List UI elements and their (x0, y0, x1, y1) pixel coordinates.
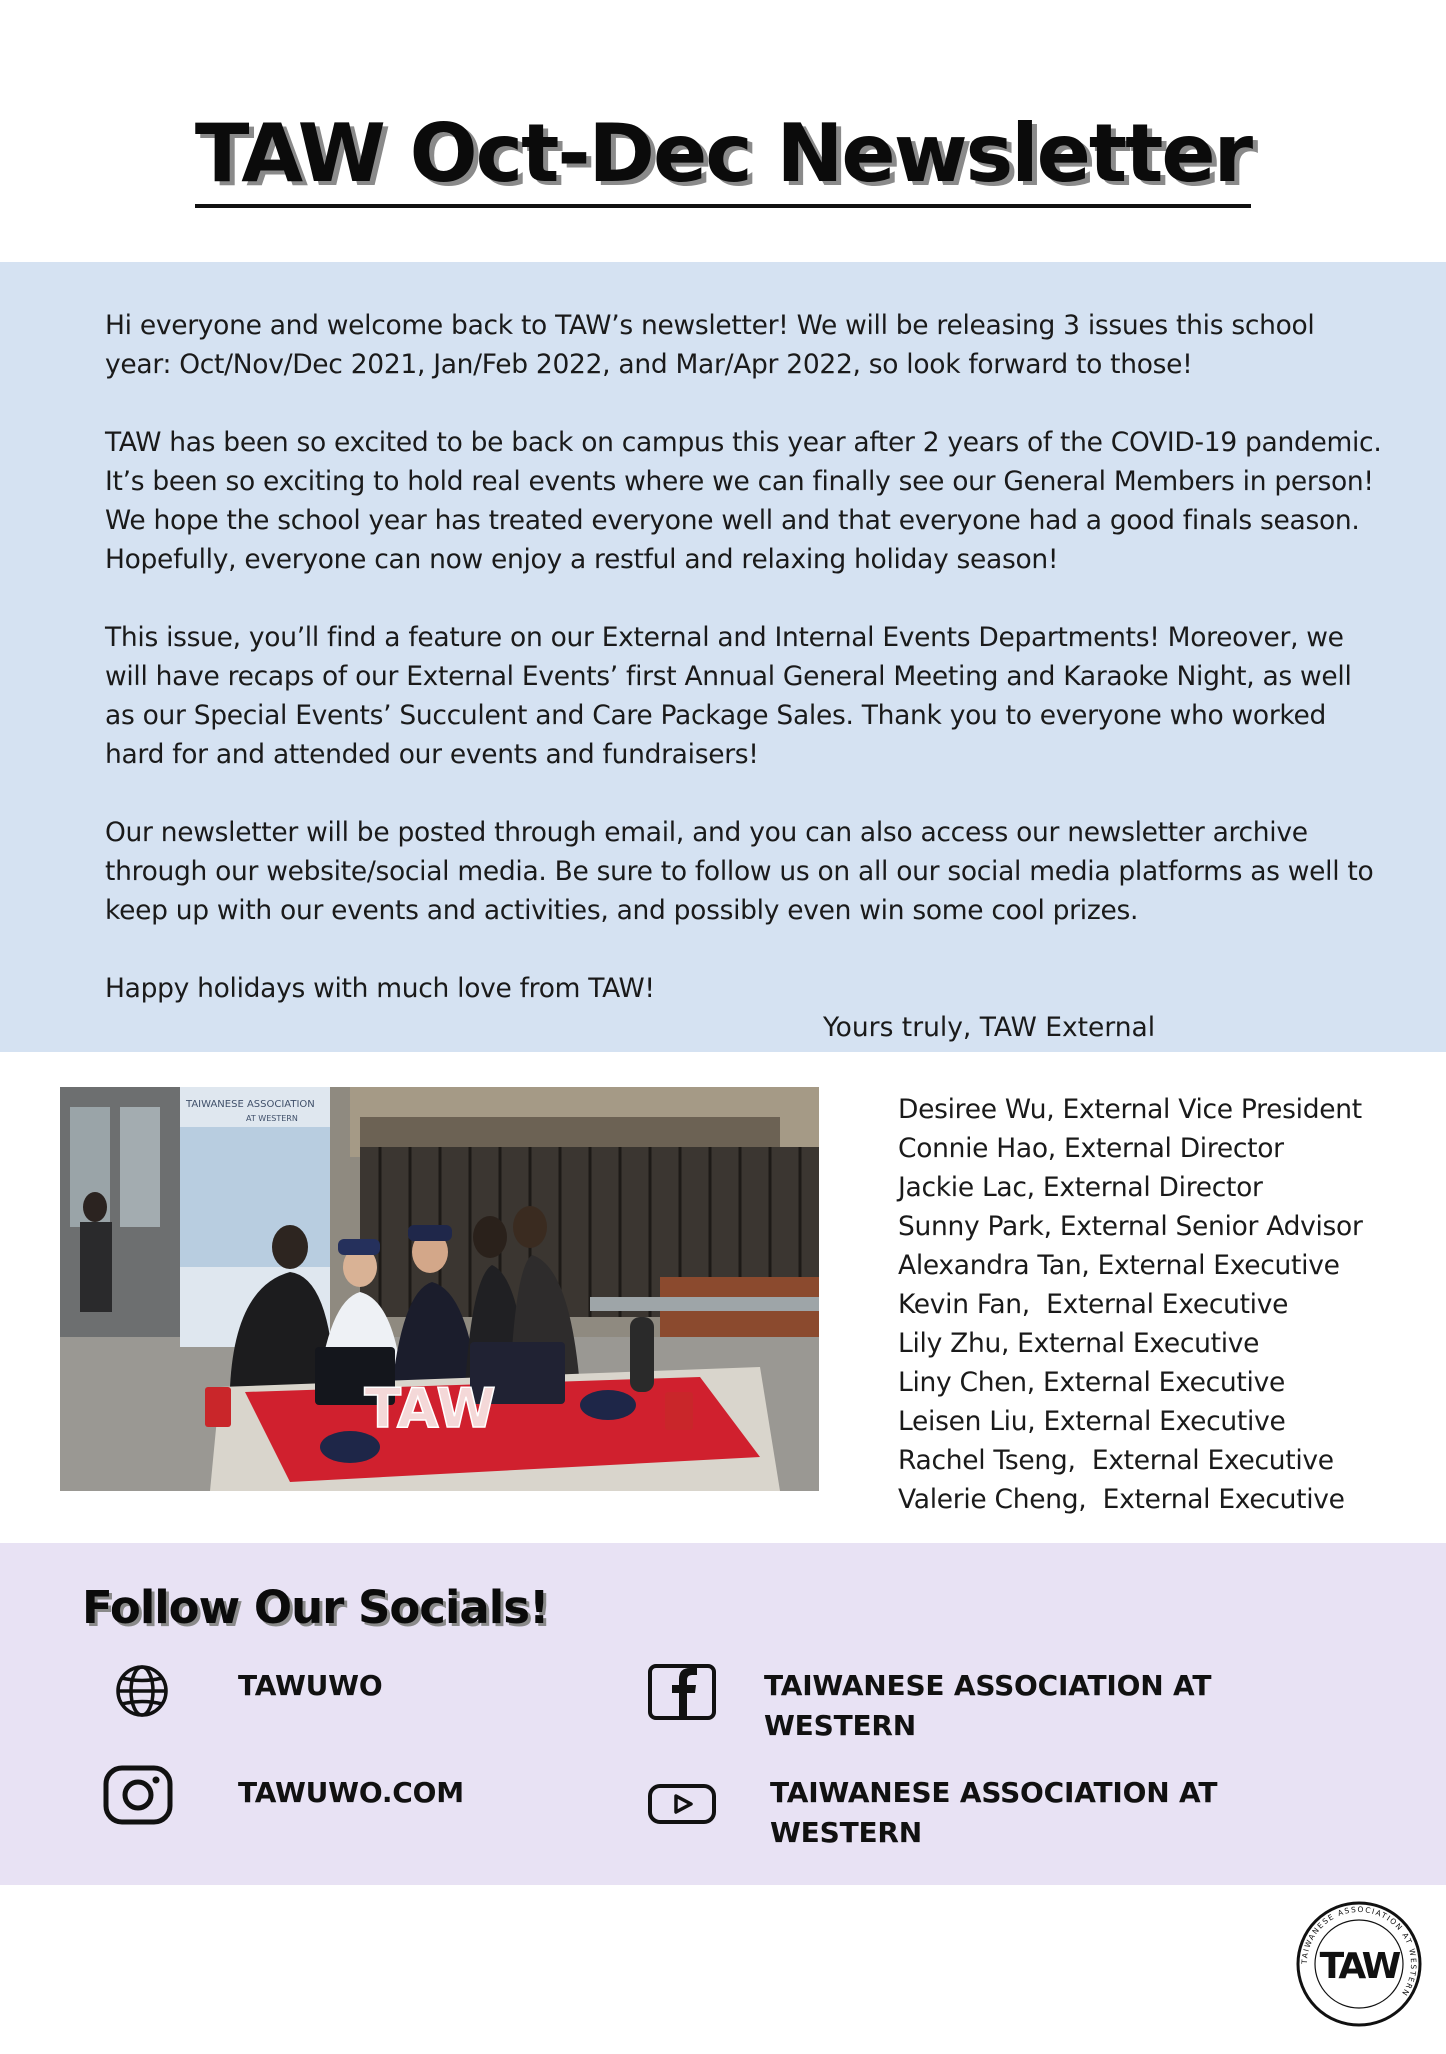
banner-text: TAIWANESE ASSOCIATION (186, 1099, 315, 1110)
roster-item: Connie Hao, External Director (898, 1133, 1284, 1164)
intro-paragraph: Hi everyone and welcome back to TAW’s newsletter! We will be releasing 3 issues this school year: Oct/Nov/Dec 2021, Jan/Feb 2022, and Mar/Apr 2022, so look forward to those! (105, 310, 1315, 380)
facebook-handle[interactable]: TAIWANESE ASSOCIATION AT WESTERN (764, 1669, 1212, 1742)
roster-item: Rachel Tseng, External Executive (898, 1445, 1334, 1476)
logo-ring-text: TAIWANESE ASSOCIATION AT WESTERN (1299, 1904, 1419, 1999)
team-photo (60, 1087, 819, 1491)
roster-item: Leisen Liu, External Executive (898, 1406, 1286, 1437)
roster-item: Liny Chen, External Executive (898, 1367, 1285, 1398)
signoff: Yours truly, TAW External (823, 1012, 1156, 1043)
banner-subtext: AT WESTERN (246, 1114, 298, 1123)
roster-item: Valerie Cheng, External Executive (898, 1484, 1345, 1515)
instagram-icon[interactable] (103, 1765, 173, 1829)
roster-item: Kevin Fan, External Executive (898, 1289, 1289, 1320)
newsletter-title: TAW Oct-Dec Newsletter (195, 108, 1251, 208)
socials-section (0, 1543, 1446, 1885)
newsletter-title-wrap (0, 108, 1446, 208)
roster-item: Alexandra Tan, External Executive (898, 1250, 1340, 1281)
youtube-icon[interactable] (647, 1783, 717, 1829)
youtube-handle[interactable]: TAIWANESE ASSOCIATION AT WESTERN (770, 1776, 1218, 1849)
intro-paragraph: This issue, you’ll find a feature on our External and Internal Events Departments! Moreover, we will have recaps of our External Events’ first Annual General Meeting and Karaoke Night, as well as our Special Events’ Succulent and Care Package Sales. Thank you to everyone who worked hard for and attended our events and fundraisers! (105, 622, 1352, 770)
logo-text: TAW (1319, 1946, 1399, 1987)
website-handle[interactable]: TAWUWO (238, 1669, 383, 1702)
intro-section (0, 262, 1446, 1052)
facebook-icon[interactable] (647, 1663, 717, 1725)
globe-icon[interactable] (108, 1663, 176, 1723)
roster-item: Desiree Wu, External Vice President (898, 1094, 1362, 1125)
table-sign: TAW (364, 1377, 496, 1440)
instagram-handle[interactable]: TAWUWO.COM (238, 1776, 464, 1809)
socials-heading: Follow Our Socials! (82, 1581, 549, 1634)
external-team-roster (898, 1090, 1418, 1519)
roster-item: Sunny Park, External Senior Advisor (898, 1211, 1363, 1242)
taw-logo (1295, 1900, 1423, 2028)
intro-paragraph: Our newsletter will be posted through email, and you can also access our newsletter archive through our website/social media. Be sure to follow us on all our social media platforms as well to keep up with our events and activities, and possibly even win some cool prizes. (105, 817, 1374, 926)
intro-paragraph: TAW has been so excited to be back on campus this year after 2 years of the COVID-19 pandemic. It’s been so exciting to hold real events where we can finally see our General Members in person! We hope the school year has treated everyone well and that everyone had a good finals season. Hopefully, everyone can now enjoy a restful and relaxing holiday season! (105, 427, 1382, 575)
roster-item: Lily Zhu, External Executive (898, 1328, 1260, 1359)
closing-line: Happy holidays with much love from TAW! (105, 973, 655, 1004)
roster-item: Jackie Lac, External Director (898, 1172, 1263, 1203)
